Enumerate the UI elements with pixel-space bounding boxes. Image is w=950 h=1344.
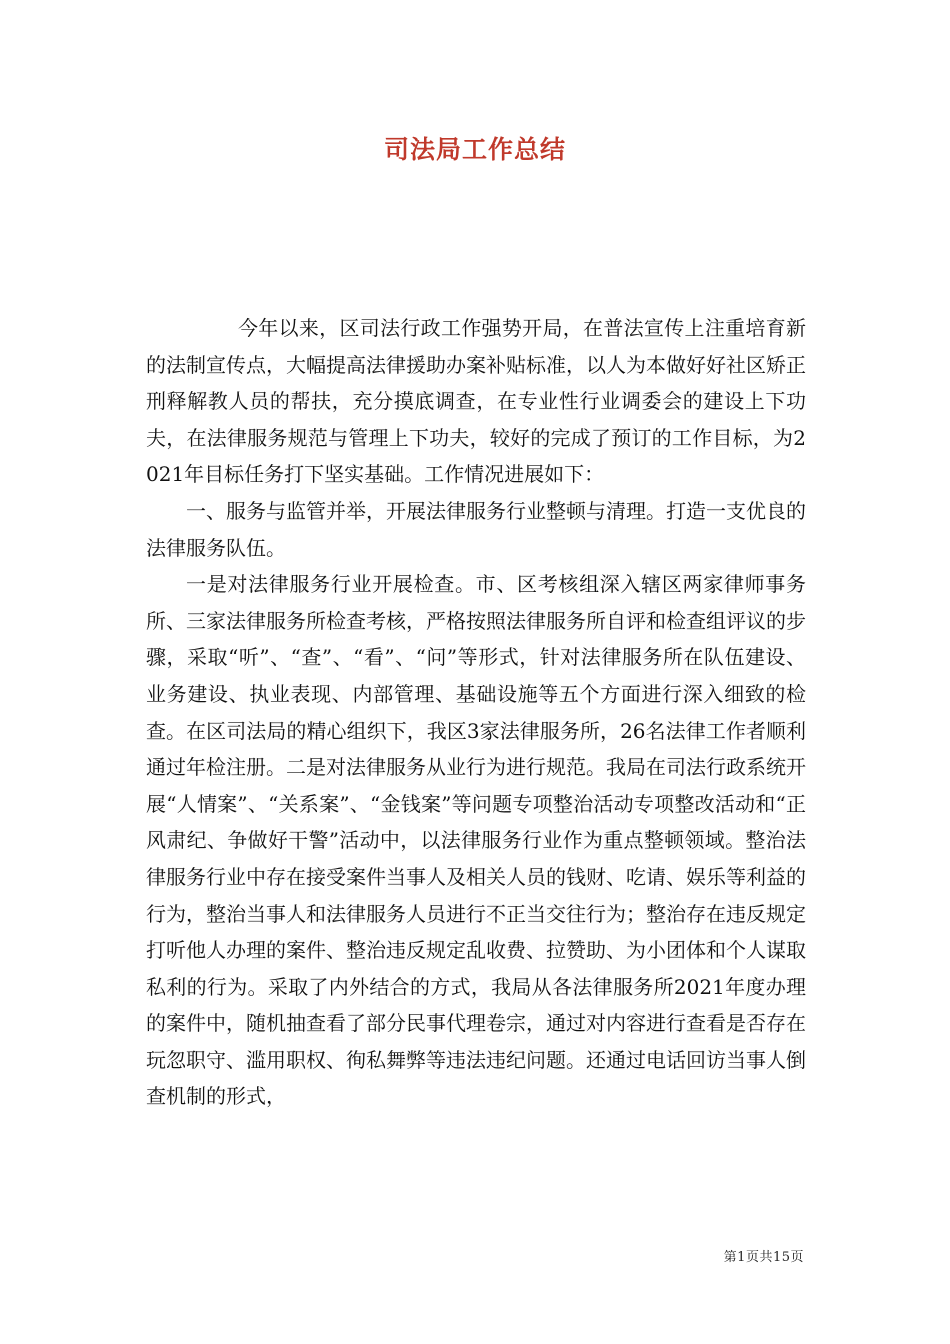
paragraph-inspection: 一是对法律服务行业开展检查。市、区考核组深入辖区两家律师事务所、三家法律服务所检查考核，严格按照法律服务所自评和检查组评议的步骤，采取“听”、“查”、“看”、“问”等形式，针对法律服务所在队伍建设、业务建设、执业表现、内部管理、基础设施等五个方面进行深入细致的检查。在区司法局的精心组织下，我区3家法律服务所，26名法律工作者顺利通过年检注册。二是对法律服务从业行为进行规范。我局在司法行政系统开展“人情案”、“关系案”、“金钱案”等问题专项整治活动专项整改活动和“正风肃纪、争做好干警”活动中，以法律服务行业作为重点整顿领域。整治法律服务行业中存在接受案件当事人及相关人员的钱财、吃请、娱乐等利益的行为，整治当事人和法律服务人员进行不正当交往行为；整治存在违反规定打听他人办理的案件、整治违反规定乱收费、拉赞助、为小团体和个人谋取私利的行为。采取了内外结合的方式，我局从各法律服务所2021年度办理的案件中，随机抽查看了部分民事代理卷宗，通过对内容进行查看是否存在玩忽职守、滥用职权、徇私舞弊等违法违纪问题。还通过电话回访当事人倒查机制的形式， — [146, 572, 806, 1109]
document-title: 司法局工作总结 — [383, 135, 566, 164]
paragraph-section-heading: 一、服务与监管并举，开展法律服务行业整顿与清理。打造一支优良的法律服务队伍。 — [146, 498, 806, 560]
paragraph-intro: 今年以来，区司法行政工作强势开局，在普法宣传上注重培育新的法制宣传点，大幅提高法律援助办案补贴标准，以人为本做好好社区矫正刑释解教人员的帮扶，充分摸底调查，在专业性行业调委会的建设上下功夫，在法律服务规范与管理上下功夫，较好的完成了预订的工作目标，为2021年目标任务打下坚实基础。工作情况进展如下： — [146, 316, 806, 487]
document-body — [146, 310, 806, 1115]
page-number: 第1页共15页 — [723, 1250, 804, 1265]
